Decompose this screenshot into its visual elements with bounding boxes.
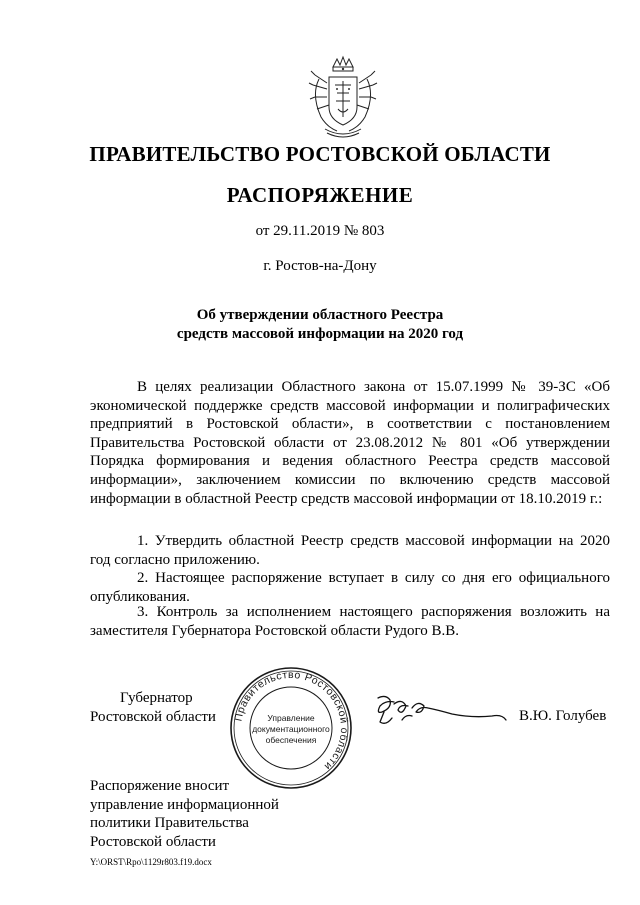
signer-title-line-2: Ростовской области: [90, 709, 216, 725]
government-title: ПРАВИТЕЛЬСТВО РОСТОВСКОЙ ОБЛАСТИ: [89, 142, 551, 166]
submitted-line-4: Ростовской области: [90, 833, 216, 850]
submitted-line-2: управление информационной: [90, 796, 279, 813]
signer-title-line-1: Губернатор: [120, 690, 193, 706]
document-type: РАСПОРЯЖЕНИЕ: [226, 183, 414, 207]
order-item-3: 3. Контроль за исполнением настоящего распоряжения возложить на заместителя Губернатора Ростовской области Рудого В.В.: [90, 604, 610, 639]
document-city: г. Ростов-на-Дону: [263, 258, 377, 274]
document-subject: [0, 306, 640, 344]
preamble-paragraph: В целях реализации Областного закона от 15.07.1999 № 39-ЗС «Об экономической поддержке средств массовой информации и полиграфических предприятий в Ростовской области», в соответствии с постановлением Правительства Ростовской области от 23.08.2012 № 801 «Об утверждении Порядка формирования и ведения областного Реестра средств массовой информации», заключением комиссии по включению средств массовой информации в областной Реестр средств массовой информации от 18.10.2019 г.:: [90, 379, 610, 507]
handwritten-signature: [372, 690, 512, 730]
file-path: Y:\ORST\Rpo\1129r803.f19.docx: [90, 857, 212, 867]
order-item-1: 1. Утвердить областной Реестр средств массовой информации на 2020 год согласно приложению.: [90, 533, 610, 568]
submitted-line-3: политики Правительства: [90, 815, 249, 832]
coat-of-arms-icon: [307, 55, 379, 140]
subject-line-2: средств массовой информации на 2020 год: [176, 326, 464, 342]
official-stamp: [228, 665, 354, 791]
order-item-2: 2. Настоящее распоряжение вступает в силу со дня его официального опубликования.: [90, 570, 610, 605]
submitted-line-1: Распоряжение вносит: [90, 778, 230, 794]
svg-text:обеспечения: обеспечения: [265, 735, 317, 745]
svg-text:Управление: Управление: [267, 713, 315, 723]
signer-title: [90, 689, 216, 727]
signer-name: В.Ю. Голубев: [519, 708, 607, 724]
document-date-number: от 29.11.2019 № 803: [255, 223, 385, 239]
svg-text:документационного: документационного: [252, 724, 330, 734]
svg-text:Правительство Ростовской облас: Правительство Ростовской области: [232, 668, 351, 773]
submitted-by-block: [90, 777, 279, 851]
subject-line-1: Об утверждении областного Реестра: [196, 307, 444, 323]
